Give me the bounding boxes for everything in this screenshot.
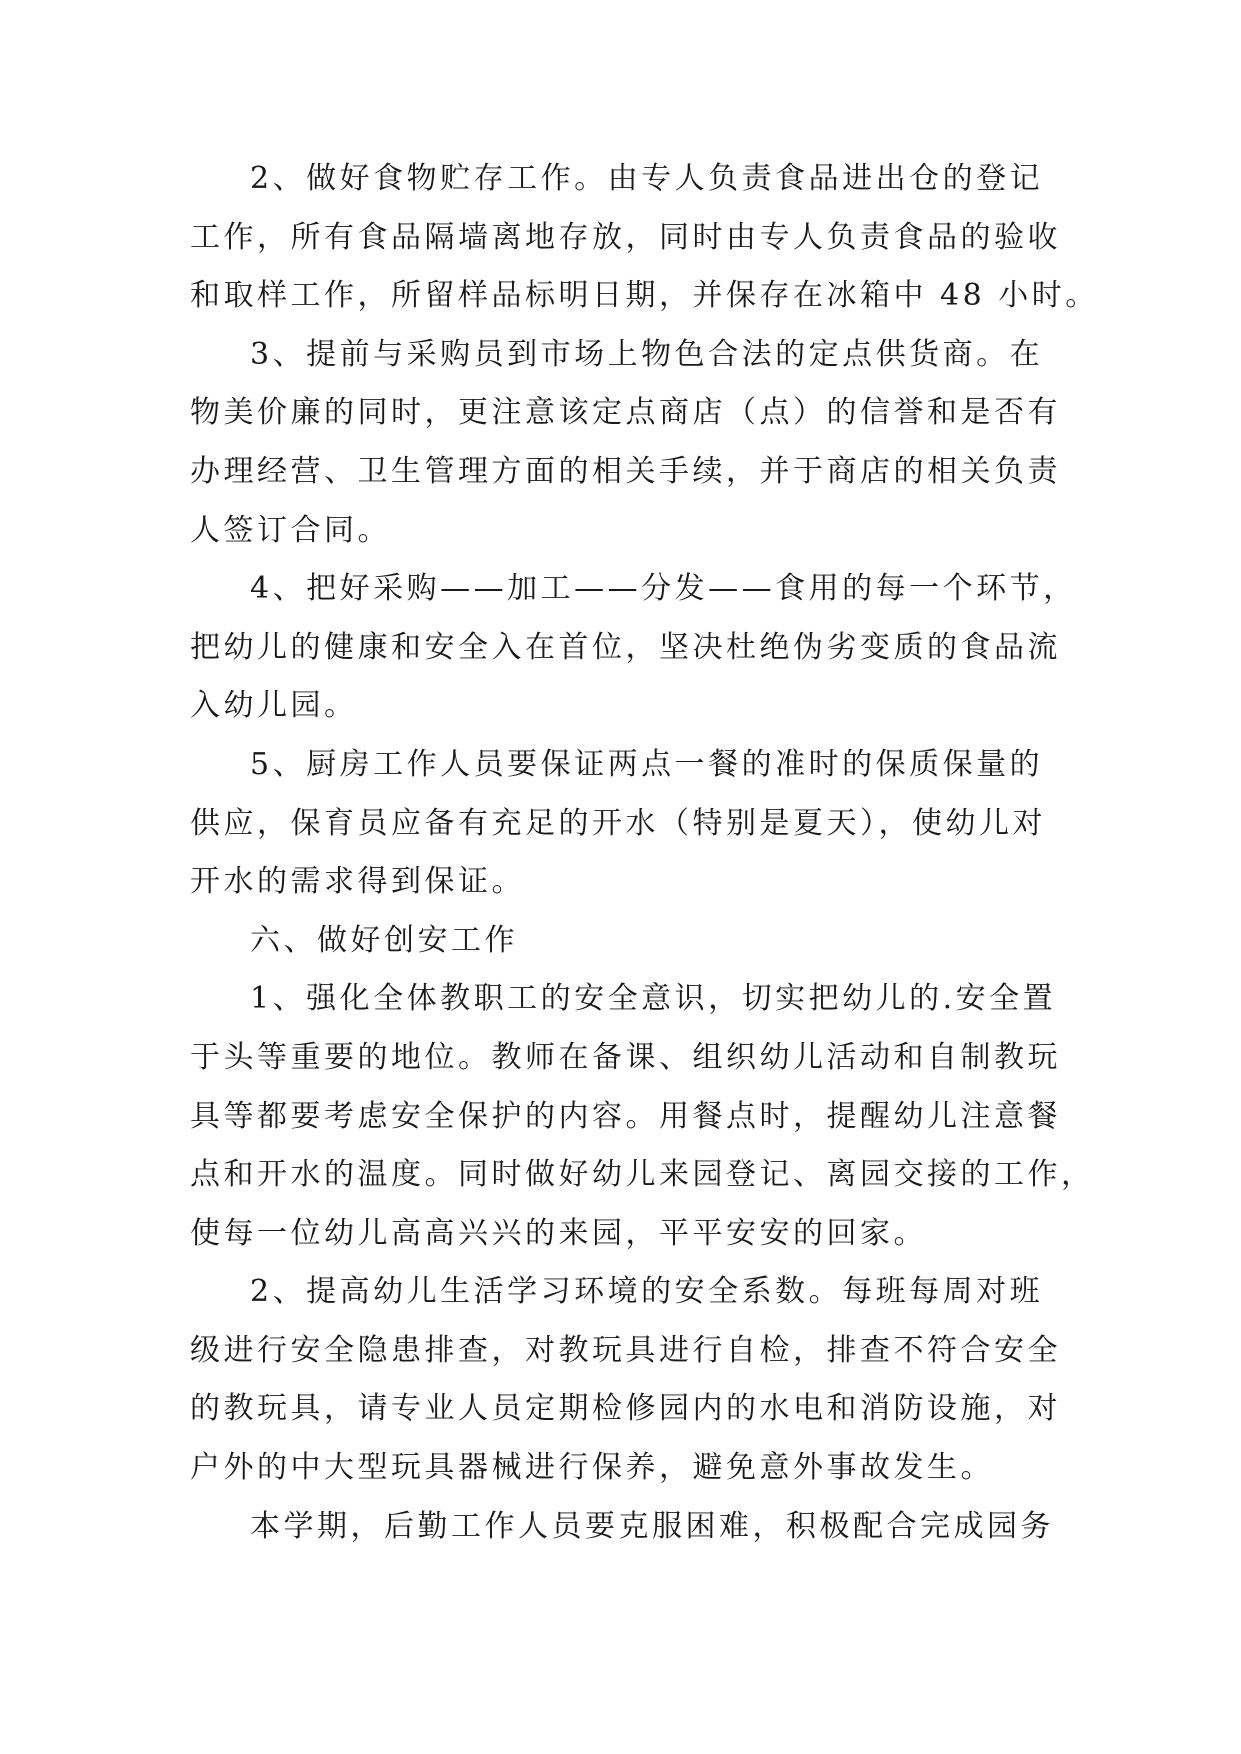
text-line: 3、提前与采购员到市场上物色合法的定点供货商。在 (250, 336, 1044, 372)
text-line: 户外的中大型玩具器械进行保养，避免意外事故发生。 (190, 1450, 994, 1486)
text-line: 2、做好食物贮存工作。由专人负责食品进出仓的登记 (250, 161, 1044, 196)
paragraph-environment (190, 1263, 1061, 1497)
text-line: 2、提高幼儿生活学习环境的安全系数。每班每周对班 (250, 1274, 1044, 1310)
text-line: 开水的需求得到保证。 (190, 864, 525, 900)
text-line: 物美价廉的同时，更注意该定点商店（点）的信誉和是否有 (190, 395, 1061, 431)
text-line: 把幼儿的健康和安全入在首位，坚决杜绝伪劣变质的食品流 (190, 629, 1061, 665)
text-line: 点和开水的温度。同时做好幼儿来园登记、离园交接的工作， (190, 1157, 1095, 1193)
paragraph-food-storage (190, 150, 1099, 326)
text-line: 级进行安全隐患排查，对教玩具进行自检，排查不符合安全 (190, 1332, 1061, 1368)
text-line: 和取样工作，所留样品标明日期，并保存在冰箱中 48 小时。 (190, 278, 1099, 314)
paragraph-semester (190, 1498, 1054, 1557)
text-line: 的教玩具，请专业人员定期检修园内的水电和消防设施，对 (190, 1391, 1061, 1427)
text-line: 入幼儿园。 (190, 688, 358, 724)
text-line: 供应，保育员应备有充足的开水（特别是夏天），使幼儿对 (190, 805, 1046, 841)
paragraph-process (190, 560, 1077, 736)
document-body (190, 150, 1099, 1556)
text-line: 本学期，后勤工作人员要克服困难，积极配合完成园务 (250, 1508, 1054, 1544)
text-line: 使每一位幼儿高高兴兴的来园，平平安安的回家。 (190, 1215, 927, 1251)
text-line: 具等都要考虑安全保护的内容。用餐点时，提醒幼儿注意餐 (190, 1098, 1061, 1134)
paragraph-supplier (190, 326, 1061, 560)
text-line: 5、厨房工作人员要保证两点一餐的准时的保质保量的 (250, 746, 1044, 782)
text-line: 于头等重要的地位。教师在备课、组织幼儿活动和自制教玩 (190, 1039, 1061, 1075)
paragraph-safety-awareness (190, 970, 1095, 1263)
paragraph-kitchen (190, 736, 1050, 912)
text-line: 工作，所有食品隔墙离地存放，同时由专人负责食品的验收 (190, 219, 1061, 255)
text-line: 办理经营、卫生管理方面的相关手续，并于商店的相关负责 (190, 453, 1061, 489)
text-line: 人签订合同。 (190, 512, 391, 548)
section-heading-safety: 六、做好创安工作 (250, 922, 518, 958)
text-line: 4、把好采购——加工——分发——食用的每一个环节， (250, 571, 1077, 607)
text-line: 1、强化全体教职工的安全意识，切实把幼儿的.安全置 (250, 981, 1057, 1017)
